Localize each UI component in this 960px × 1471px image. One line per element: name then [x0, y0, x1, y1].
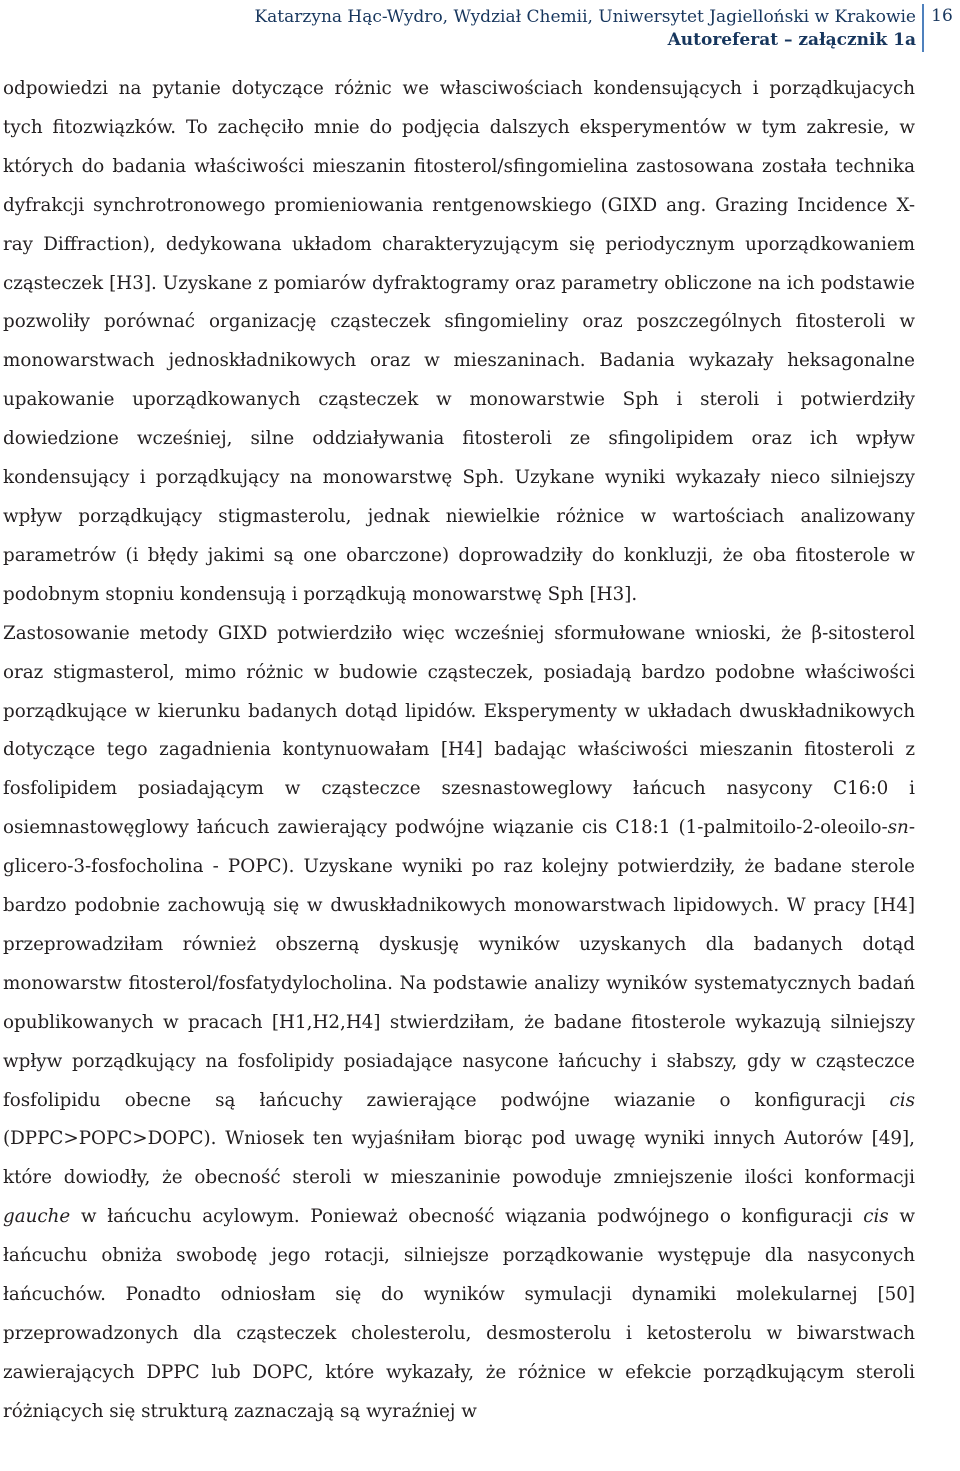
text-segment: -glicero-3-fosfocholina - POPC). Uzyskane wyniki po raz kolejny potwierdziły, że badane sterole bardzo podobnie zachowują się w dwuskładnikowych monowarstwach lipidowych. W pracy [H4] przeprowadziłam również obszerną dyskusję wyników uzyskanych dla badanych dotąd monowarstw fitosterol/fosfatydylocholina. Na podstawie analizy wyników systematycznych badań opublikowanych w pracach [H1,H2,H4] stwierdziłam, że badane fitosterole wykazują silniejszy wpływ porządkujący na fosfolipidy posiadające nasycone łańcuchy i słabszy, gdy w cząsteczce fosfolipidu obecne są łańcuchy zawierające podwójne wiazanie o konfiguracji — [3, 817, 915, 1111]
text-segment: (DPPC>POPC>DOPC). Wniosek ten wyjaśniłam biorąc pod uwagę wyniki innych Autorów [49], które dowiodły, że obecność steroli w mieszaninie powoduje zmniejszenie ilości konformacji — [3, 1128, 915, 1189]
text-segment: w łańcuchu acylowym. Ponieważ obecność wiązania podwójnego o konfiguracji — [70, 1206, 864, 1228]
text-segment: odpowiedzi na pytanie dotyczące różnic we własciwościach kondensujących i porządkujacych tych fitozwiązków. To zachęciło mnie do podjęcia dalszych eksperymentów w tym zakresie, w których do badania właściwości mieszanin fitosterol/sfingomielina zastosowana została technika dyfrakcji synchrotronowego promieniowania rentgenowskiego (GIXD ang. Grazing Incidence X-ray Diffraction), dedykowana układom charakteryzującym się periodycznym uporządkowaniem cząsteczek [H3]. Uzyskane z pomiarów dyfraktogramy oraz parametry obliczone na ich podstawie pozwoliły porównać organizację cząsteczek sfingomieliny oraz poszczególnych fitosteroli w monowarstwach jednoskładnikowych oraz w mieszaninach. Badania wykazały heksagonalne upakowanie uporządkowanych cząsteczek w monowarstwie Sph i steroli i potwierdziły dowiedzione wcześniej, silne oddziaływania fitosteroli ze sfingolipidem oraz ich wpływ kondensujący i porządkujący na monowarstwę Sph. Uzykane wyniki wykazały nieco silniejszy wpływ porządkujący stigmasterolu, jednak niewielkie różnice w wartościach analizowany parametrów (i błędy jakimi są one obarczone) doprowadziły do konkluzji, że oba fitosterole w podobnym stopniu kondensują i porządkują monowarstwę Sph [H3]. — [3, 78, 915, 605]
header-document-title: Autoreferat – załącznik 1a — [667, 30, 916, 50]
text-segment-italic: sn — [887, 817, 909, 839]
paragraph-1 — [3, 70, 915, 615]
text-segment-italic: cis — [889, 1089, 915, 1111]
text-segment-italic: cis — [863, 1206, 889, 1228]
header-author-affiliation: Katarzyna Hąc-Wydro, Wydział Chemii, Uniwersytet Jagielloński w Krakowie — [254, 7, 916, 27]
paragraph-2 — [3, 615, 915, 1432]
page-header — [0, 4, 960, 54]
header-text — [254, 6, 916, 52]
page-number: 16 — [922, 4, 960, 52]
text-segment: w łańcuchu obniża swobodę jego rotacji, silniejsze porządkowanie występuje dla nasyconych łańcuchów. Ponadto odniosłam się do wyników symulacji dynamiki molekularnej [50] przeprowadzonych dla cząsteczek cholesterolu, desmosterolu i ketosterolu w biwarstwach zawierających DPPC lub DOPC, które wykazały, że różnice w efekcie porządkującym steroli różniących się strukturą zaznaczają są wyraźniej w — [3, 1206, 915, 1422]
text-segment: Zastosowanie metody GIXD potwierdziło więc wcześniej sformułowane wnioski, że β-sitosterol oraz stigmasterol, mimo różnic w budowie cząsteczek, posiadają bardzo podobne właściwości porządkujące w kierunku badanych dotąd lipidów. Eksperymenty w układach dwuskładnikowych dotyczące tego zagadnienia kontynuowałam [H4] badając właściwości mieszanin fitosteroli z fosfolipidem posiadającym w cząsteczce szesnastoweglowy łańcuch nasycony C16:0 i osiemnastowęglowy łańcuch zawierający podwójne wiązanie cis C18:1 (1-palmitoilo-2-oleoilo- — [3, 622, 915, 839]
body-text — [3, 70, 915, 1432]
text-segment-italic: gauche — [3, 1206, 71, 1228]
